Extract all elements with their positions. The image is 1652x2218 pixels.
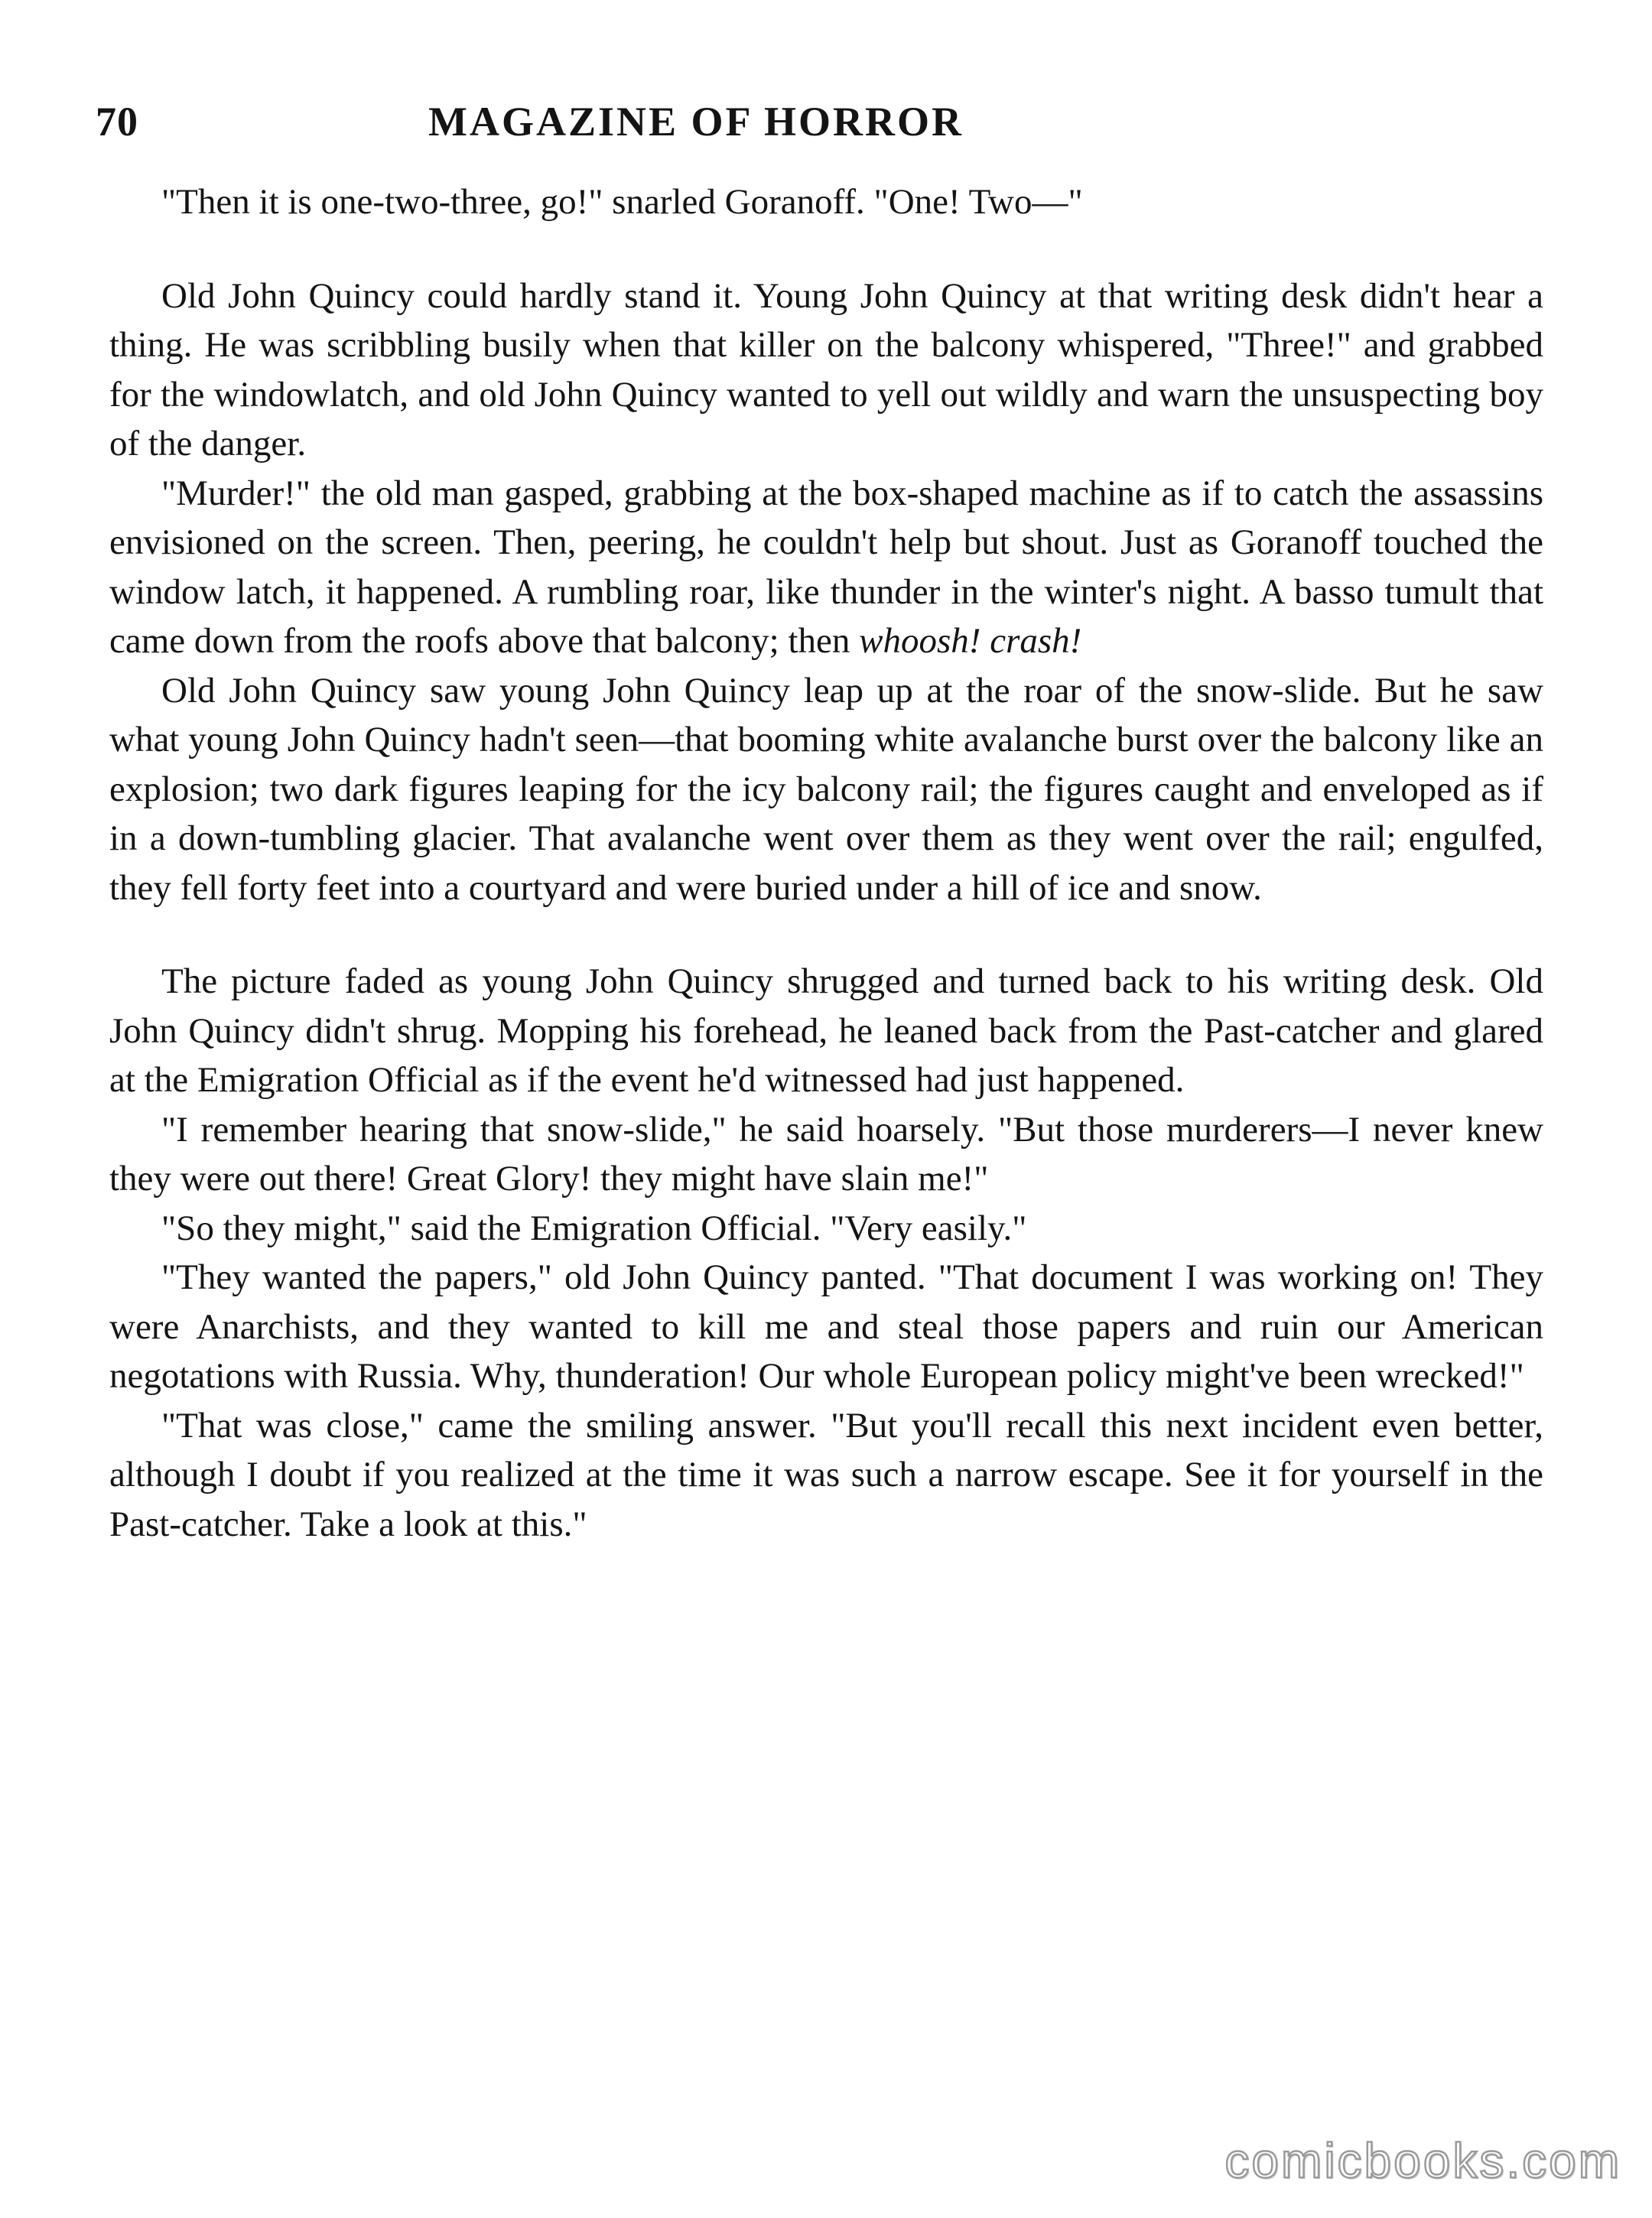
paragraph: "That was close," came the smiling answer. "But you'll recall this next incident even better, although I doubt if you realized at the time it was such a narrow escape. See it for yourself in the Past-catcher. Take a look at this." — [109, 1405, 1543, 1544]
paragraph: "I remember hearing that snow-slide," he said hoarsely. "But those murderers—I never knew they were out there! Great Glory! they might have slain me!" — [109, 1109, 1543, 1198]
site-watermark: comicbooks.com — [1224, 2133, 1621, 2188]
page-number: 70 — [96, 99, 138, 145]
paragraph — [109, 469, 1543, 666]
paragraph: Old John Quincy could hardly stand it. Young John Quincy at that writing desk didn't hear a thing. He was scribbling busily when that killer on the balcony whispered, "Three!" and grabbed for the windowlatch, and old John Quincy wanted to yell out wildly and warn the unsuspecting boy of the danger. — [109, 275, 1543, 463]
page-header — [96, 98, 1549, 159]
paragraph: "Then it is one-two-three, go!" snarled Goranoff. "One! Two—" — [161, 182, 1083, 222]
story-body — [109, 177, 1543, 1549]
running-title: MAGAZINE OF HORROR — [428, 99, 964, 145]
paragraph: "So they might," said the Emigration Official. "Very easily." — [161, 1208, 1027, 1248]
paragraph: "They wanted the papers," old John Quincy panted. "That document I was working on! They were Anarchists, and they wanted to kill me and steal those papers and ruin our American negotations with Russia. Why, thunderation! Our whole European policy might've been wrecked!" — [109, 1257, 1543, 1396]
paragraph-text: "Murder!" the old man gasped, grabbing at the box-shaped machine as if to catch the assassins envisioned on the screen. Then, peering, he couldn't help but shout. Just as Goranoff touched the window latch, it happened. A rumbling roar, like thunder in the winter's night. A basso tumult that came down from the roofs above that balcony; then — [109, 473, 1543, 661]
paragraph: Old John Quincy saw young John Quincy leap up at the roar of the snow-slide. But he saw what young John Quincy hadn't seen—that booming white avalanche burst over the balcony like an explosion; two dark figures leaping for the icy balcony rail; the figures caught and enveloped as if in a down-tumbling glacier. That avalanche went over them as they went over the rail; engulfed, they fell forty feet into a courtyard and were buried under a hill of ice and snow. — [109, 670, 1543, 908]
paragraph: The picture faded as young John Quincy shrugged and turned back to his writing desk. Old John Quincy didn't shrug. Mopping his forehead, he leaned back from the Past-catcher and glared at the Emigration Official as if the event he'd witnessed had just happened. — [109, 961, 1543, 1100]
emphasized-sound-text: whoosh! crash! — [859, 621, 1082, 661]
